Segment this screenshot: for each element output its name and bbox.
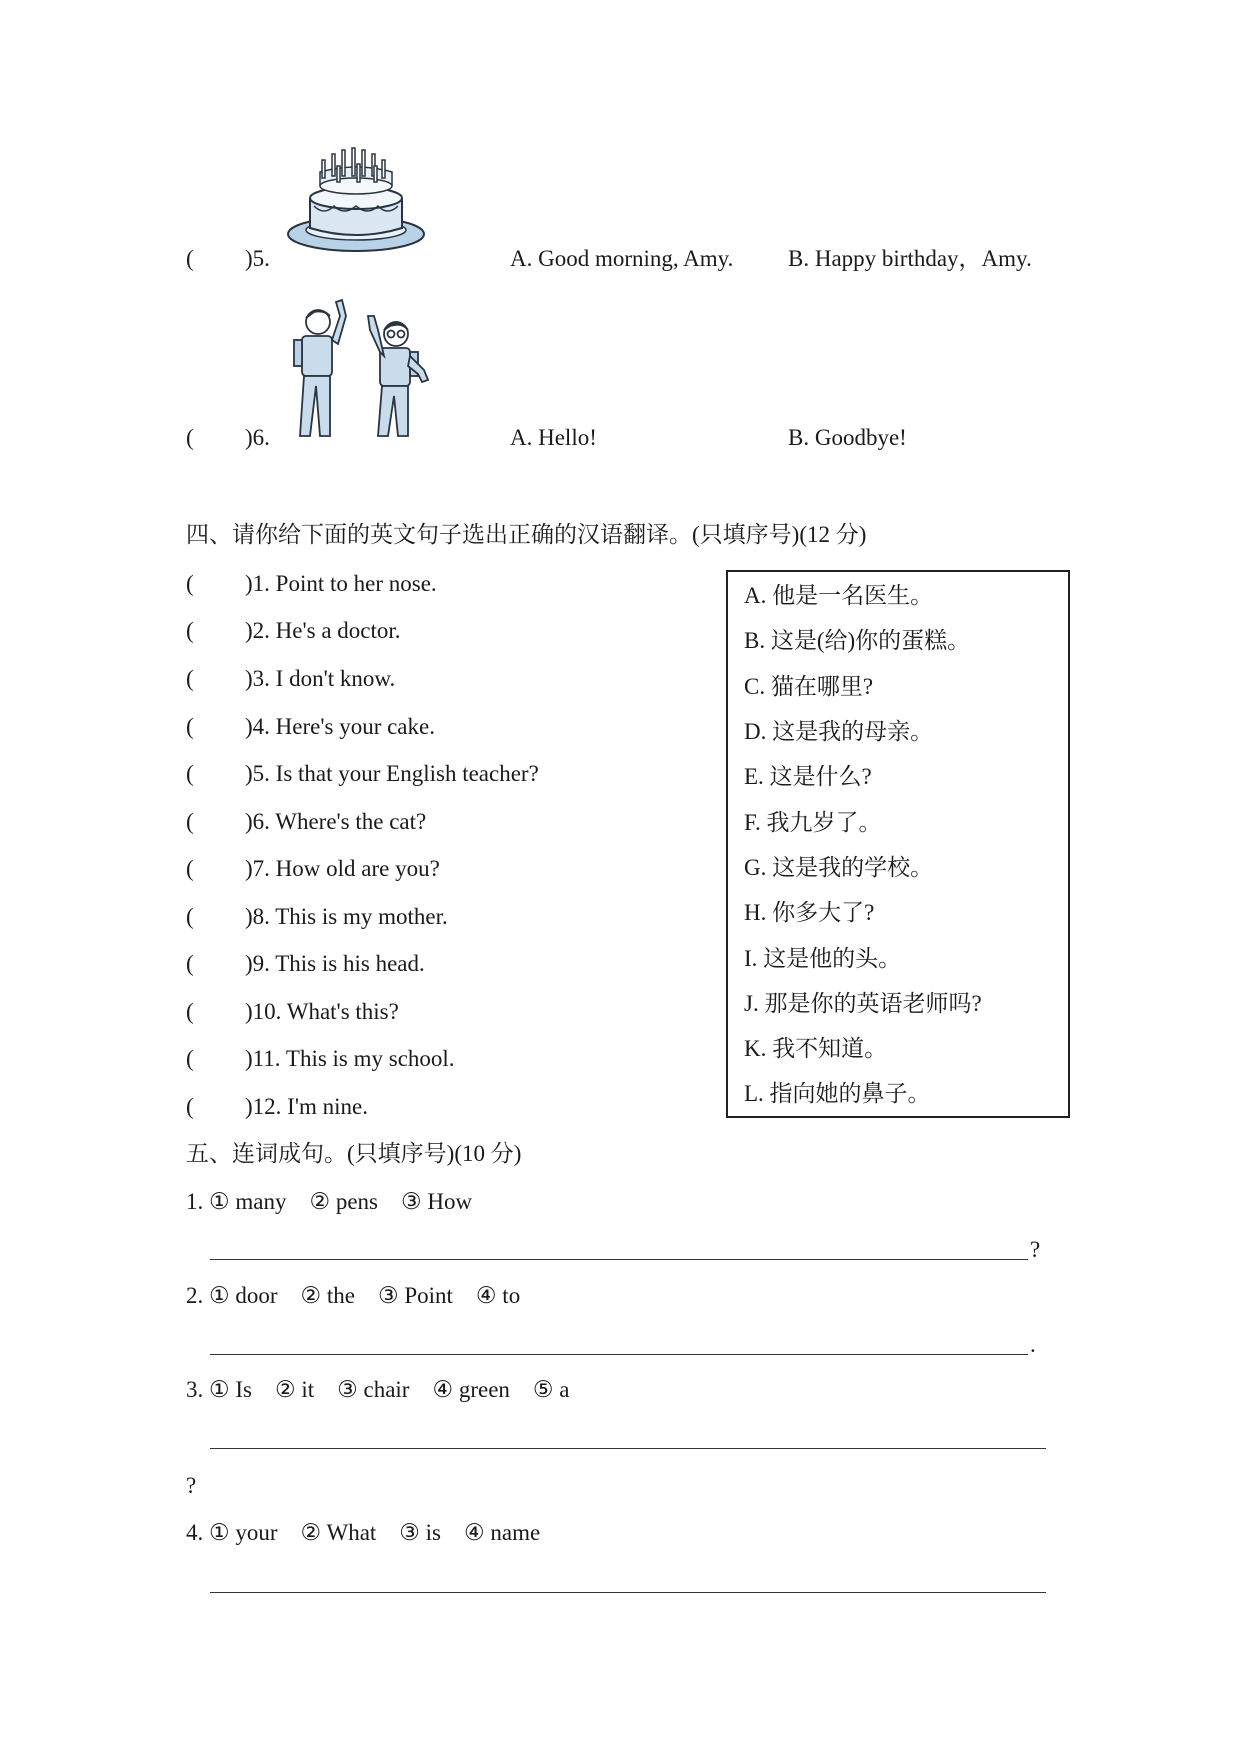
section5-title: 五、连词成句。(只填序号)(10 分) — [186, 1141, 522, 1166]
q6-option-a: A. Hello! — [510, 425, 597, 450]
option-g: G. 这是我的学校。 — [744, 855, 934, 880]
s5-item-3-end: ? — [186, 1473, 197, 1498]
q5-option-a: A. Good morning, Amy. — [510, 246, 734, 271]
option-b: B. 这是(给)你的蛋糕。 — [744, 628, 971, 653]
option-f: F. 我九岁了。 — [744, 810, 882, 835]
option-d: D. 这是我的母亲。 — [744, 719, 934, 744]
option-a: A. 他是一名医生。 — [744, 583, 934, 608]
q5-option-b: B. Happy birthday，Amy. — [788, 246, 1032, 271]
option-e: E. 这是什么? — [744, 764, 872, 789]
option-j: J. 那是你的英语老师吗? — [744, 991, 982, 1016]
s5-item-2-end: . — [1030, 1332, 1036, 1357]
s5-item-1-end: ? — [1030, 1237, 1041, 1262]
s5-item-1-answer-line[interactable] — [210, 1259, 1028, 1260]
option-l: L. 指向她的鼻子。 — [744, 1081, 931, 1106]
s5-item-2-words: 2. ① door ② the ③ Point ④ to — [186, 1283, 521, 1308]
q6-number: )6. — [245, 425, 270, 450]
q6-paren: ( — [186, 425, 194, 450]
s5-item-3-words: 3. ① Is ② it ③ chair ④ green ⑤ a — [186, 1377, 570, 1402]
s5-item-4-words: 4. ① your ② What ③ is ④ name — [186, 1520, 541, 1545]
option-c: C. 猫在哪里? — [744, 674, 874, 699]
s5-item-3-answer-line[interactable] — [210, 1448, 1046, 1449]
q6-option-b: B. Goodbye! — [788, 425, 907, 450]
q5-number: )5. — [245, 246, 270, 271]
translation-options-box — [726, 570, 1070, 1118]
s5-item-2-answer-line[interactable] — [210, 1354, 1028, 1355]
s5-item-1-words: 1. ① many ② pens ③ How — [186, 1189, 473, 1214]
option-h: H. 你多大了? — [744, 900, 875, 925]
two-boys-waving-image — [284, 296, 444, 441]
section4-title: 四、请你给下面的英文句子选出正确的汉语翻译。(只填序号)(12 分) — [186, 522, 867, 547]
option-i: I. 这是他的头。 — [744, 946, 902, 971]
birthday-cake-image — [284, 146, 429, 256]
option-k: K. 我不知道。 — [744, 1036, 888, 1061]
s5-item-4-answer-line[interactable] — [210, 1592, 1046, 1593]
q5-paren: ( — [186, 246, 194, 271]
